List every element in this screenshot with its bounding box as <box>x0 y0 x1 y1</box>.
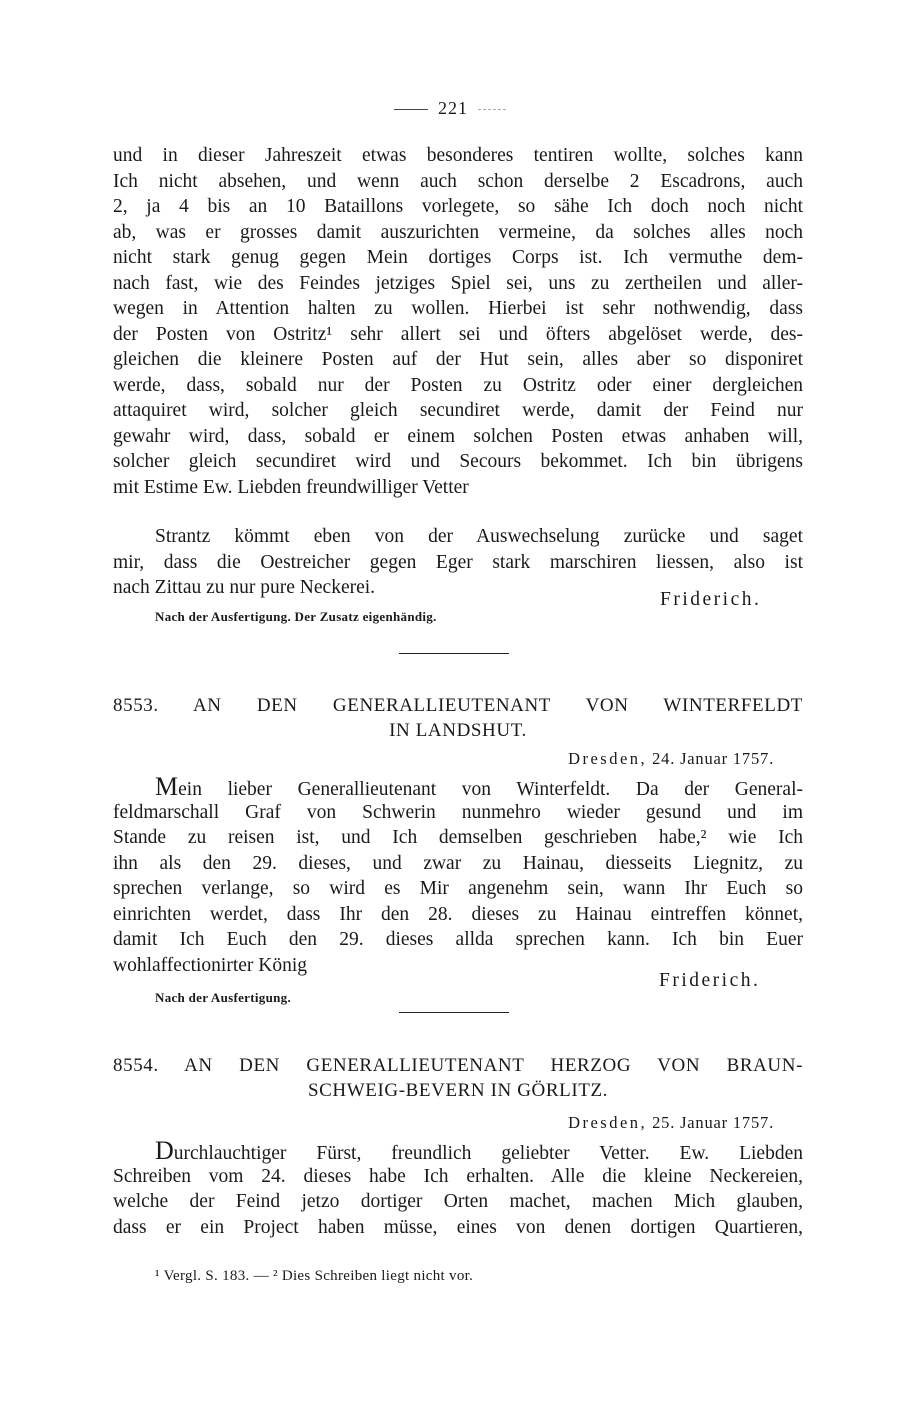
heading-line: 8553. AN DEN GENERALLIEUTENANT VON WINTERFELDT <box>113 695 803 716</box>
header-rule-right <box>478 109 506 110</box>
text-line: der Posten von Ostritz¹ sehr allert sei und öfters abgelöset werde, des- <box>113 323 803 345</box>
text-line: ihn als den 29. dieses, und zwar zu Hainau, diesseits Liegnitz, zu <box>113 852 803 874</box>
dateline <box>568 1113 774 1133</box>
text-line: damit Ich Euch den 29. dieses allda sprechen kann. Ich bin Euer <box>113 929 803 950</box>
page-header <box>0 98 900 119</box>
text-line: nach Zittau zu nur pure Neckerei. <box>113 577 376 598</box>
text-line: wegen in Attention halten zu wollen. Hierbei ist sehr nothwendig, dass <box>113 298 803 319</box>
header-rule-left <box>394 109 428 110</box>
text-line: nicht stark genug gegen Mein dortiges Corps ist. Ich vermuthe dem- <box>113 247 803 268</box>
letter-8553-body <box>113 774 803 978</box>
drop-cap: M <box>155 772 179 801</box>
text-line: Stande zu reisen ist, und Ich demselben geschrieben habe,² wie Ich <box>113 827 803 848</box>
page-number: 221 <box>438 98 468 118</box>
text-line <box>113 774 803 800</box>
text-line: sprechen verlange, so wird es Mir angenehm sein, wann Ihr Euch so <box>113 878 803 899</box>
text-line: mir, dass die Oestreicher gegen Eger stark marschiren liessen, also ist <box>113 551 803 573</box>
date-value: 24. Januar 1757. <box>652 749 774 768</box>
text-line: feldmarschall Graf von Schwerin nunmehro wieder gesund und im <box>113 801 803 823</box>
text-line: solcher gleich secundiret wird und Secours bekommet. Ich bin übrigens <box>113 451 803 472</box>
text-line: einrichten werdet, dass Ihr den 28. dieses zu Hainau eintreffen könnet, <box>113 903 803 925</box>
dateline <box>568 749 774 769</box>
letter-8553-heading <box>113 693 803 743</box>
text-line: ab, was er grosses damit auszurichten vermeine, da solches alles noch <box>113 221 803 243</box>
text-line: Ich nicht absehen, und wenn auch schon derselbe 2 Escadrons, auch <box>113 170 803 192</box>
section-divider <box>399 1012 509 1013</box>
source-note: Nach der Ausfertigung. <box>155 990 292 1005</box>
source-note: Nach der Ausfertigung. Der Zusatz eigenhändig. <box>155 609 437 624</box>
text-line <box>113 1138 803 1164</box>
text-line-rest: ein lieber Generallieutenant von Winterfeldt. Da der General- <box>178 779 803 800</box>
date-value: 25. Januar 1757. <box>652 1113 774 1132</box>
text-line: Strantz kömmt eben von der Auswechselung zurücke und saget <box>155 526 803 547</box>
text-line: 2, ja 4 bis an 10 Bataillons vorlegete, so sähe Ich doch noch nicht <box>113 196 803 217</box>
text-line: gleichen die kleinere Posten auf der Hut sein, alles aber so disponiret <box>113 349 803 370</box>
text-line: Schreiben vom 24. dieses habe Ich erhalten. Alle die kleine Neckereien, <box>113 1165 803 1187</box>
text-line: werde, dass, sobald nur der Posten zu Ostritz oder einer dergleichen <box>113 374 803 396</box>
text-line: dass er ein Project haben müsse, eines von denen dortigen Quartieren, <box>113 1216 803 1238</box>
letter-8554-heading <box>113 1053 803 1103</box>
text-line: gewahr wird, dass, sobald er einem solchen Posten etwas anhaben will, <box>113 425 803 447</box>
footnotes: ¹ Vergl. S. 183. — ² Dies Schreiben liegt nicht vor. <box>155 1268 474 1284</box>
letter-8552-body <box>113 143 803 500</box>
heading-line: SCHWEIG-BEVERN IN GÖRLITZ. <box>307 1080 609 1101</box>
text-line: mit Estime Ew. Liebden freundwilliger Vetter <box>113 476 469 498</box>
letter-8554-body <box>113 1138 803 1240</box>
text-line: attaquiret wird, solcher gleich secundiret werde, damit der Feind nur <box>113 400 803 421</box>
signature: Friderich. <box>659 970 761 991</box>
signature: Friderich. <box>660 589 762 610</box>
text-line-rest: urchlauchtiger Fürst, freundlich geliebter Vetter. Ew. Liebden <box>173 1143 803 1164</box>
heading-line: 8554. AN DEN GENERALLIEUTENANT HERZOG VON BRAUN- <box>113 1055 803 1076</box>
date-place: Dresden, <box>568 749 648 768</box>
drop-cap: D <box>155 1136 174 1165</box>
text-line: wohlaffectionirter König <box>113 954 308 976</box>
text-line: und in dieser Jahreszeit etwas besonderes tentiren wollte, solches kann <box>113 145 803 166</box>
text-line: nach fast, wie des Feindes jetziges Spiel sei, uns zu zertheilen und aller- <box>113 272 803 294</box>
section-divider <box>399 653 509 654</box>
heading-line: IN LANDSHUT. <box>389 720 527 741</box>
text-line: welche der Feind jetzo dortiger Orten machet, machen Mich glauben, <box>113 1191 803 1212</box>
date-place: Dresden, <box>568 1113 648 1132</box>
